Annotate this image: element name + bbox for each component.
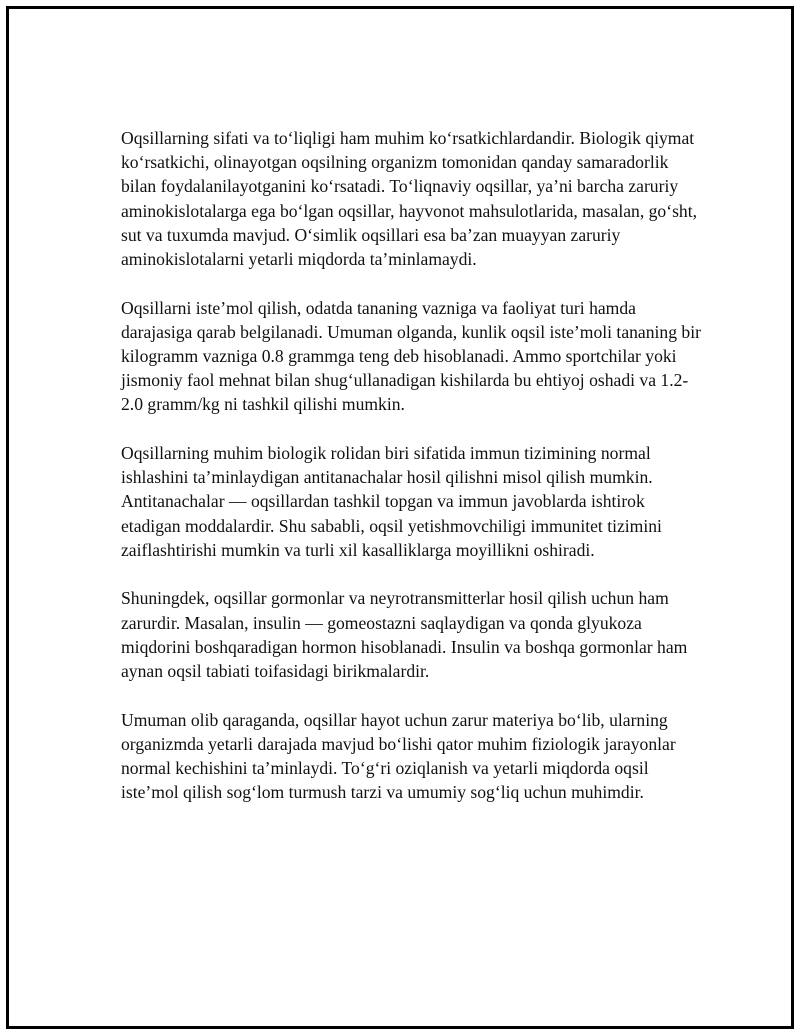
paragraph-intake: Oqsillarni isteʼmol qilish, odatda tananing vazniga va faoliyat turi hamda darajasiga qarab belgilanadi. Umuman olganda, kunlik oqsil isteʼmoli tananing bir kilogramm vazniga 0.8 grammga teng deb hisoblanadi. Ammo sportchilar yoki jismoniy faol mehnat bilan shugʻullanadigan kishilarda bu ehtiyoj oshadi va 1.2-2.0 gramm/kg ni tashkil qilishi mumkin. [121,297,701,415]
paragraph-hormones: Shuningdek, oqsillar gormonlar va neyrotransmitterlar hosil qilish uchun ham zarurdir. Masalan, insulin — gomeostazni saqlaydigan va qonda glyukoza miqdorini boshqaradigan hormon hisoblanadi. Insulin va boshqa gormonlar ham aynan oqsil tabiati toifasidagi birikmalardir. [121,588,688,682]
document-body [121,126,701,804]
paragraph-conclusion: Umuman olib qaraganda, oqsillar hayot uchun zarur materiya boʻlib, ularning organizmda yetarli darajada mavjud boʻlishi qator muhim fiziologik jarayonlar normal kechishini taʼminlaydi. Toʻgʻri oziqlanish va yetarli miqdorda oqsil isteʼmol qilish sogʻlom turmush tarzi va umumiy sogʻliq uchun muhimdir. [121,709,676,803]
paragraph-quality: Oqsillarning sifati va toʻliqligi ham muhim koʻrsatkichlardandir. Biologik qiymat koʻrsatkichi, olinayotgan oqsilning organizm tomonidan qanday samaradorlik bilan foydalanilayotganini koʻrsatadi. Toʻliqnaviy oqsillar, yaʼni barcha zaruriy aminokislotalarga ega boʻlgan oqsillar, hayvonot mahsulotlarida, masalan, goʻsht, sut va tuxumda mavjud. Oʻsimlik oqsillari esa baʼzan muayyan zaruriy aminokislotalarni yetarli miqdorda taʼminlamaydi. [121,128,698,270]
paragraph-immunity: Oqsillarning muhim biologik rolidan biri sifatida immun tizimining normal ishlashini taʼminlaydigan antitanachalar hosil qilishni misol qilish mumkin. Antitanachalar — oqsillardan tashkil topgan va immun javoblarda ishtirok etadigan moddalardir. Shu sababli, oqsil yetishmovchiligi immunitet tizimini zaiflashtirishi mumkin va turli xil kasalliklarga moyillikni oshiradi. [121,443,662,560]
page-border [6,6,794,1029]
